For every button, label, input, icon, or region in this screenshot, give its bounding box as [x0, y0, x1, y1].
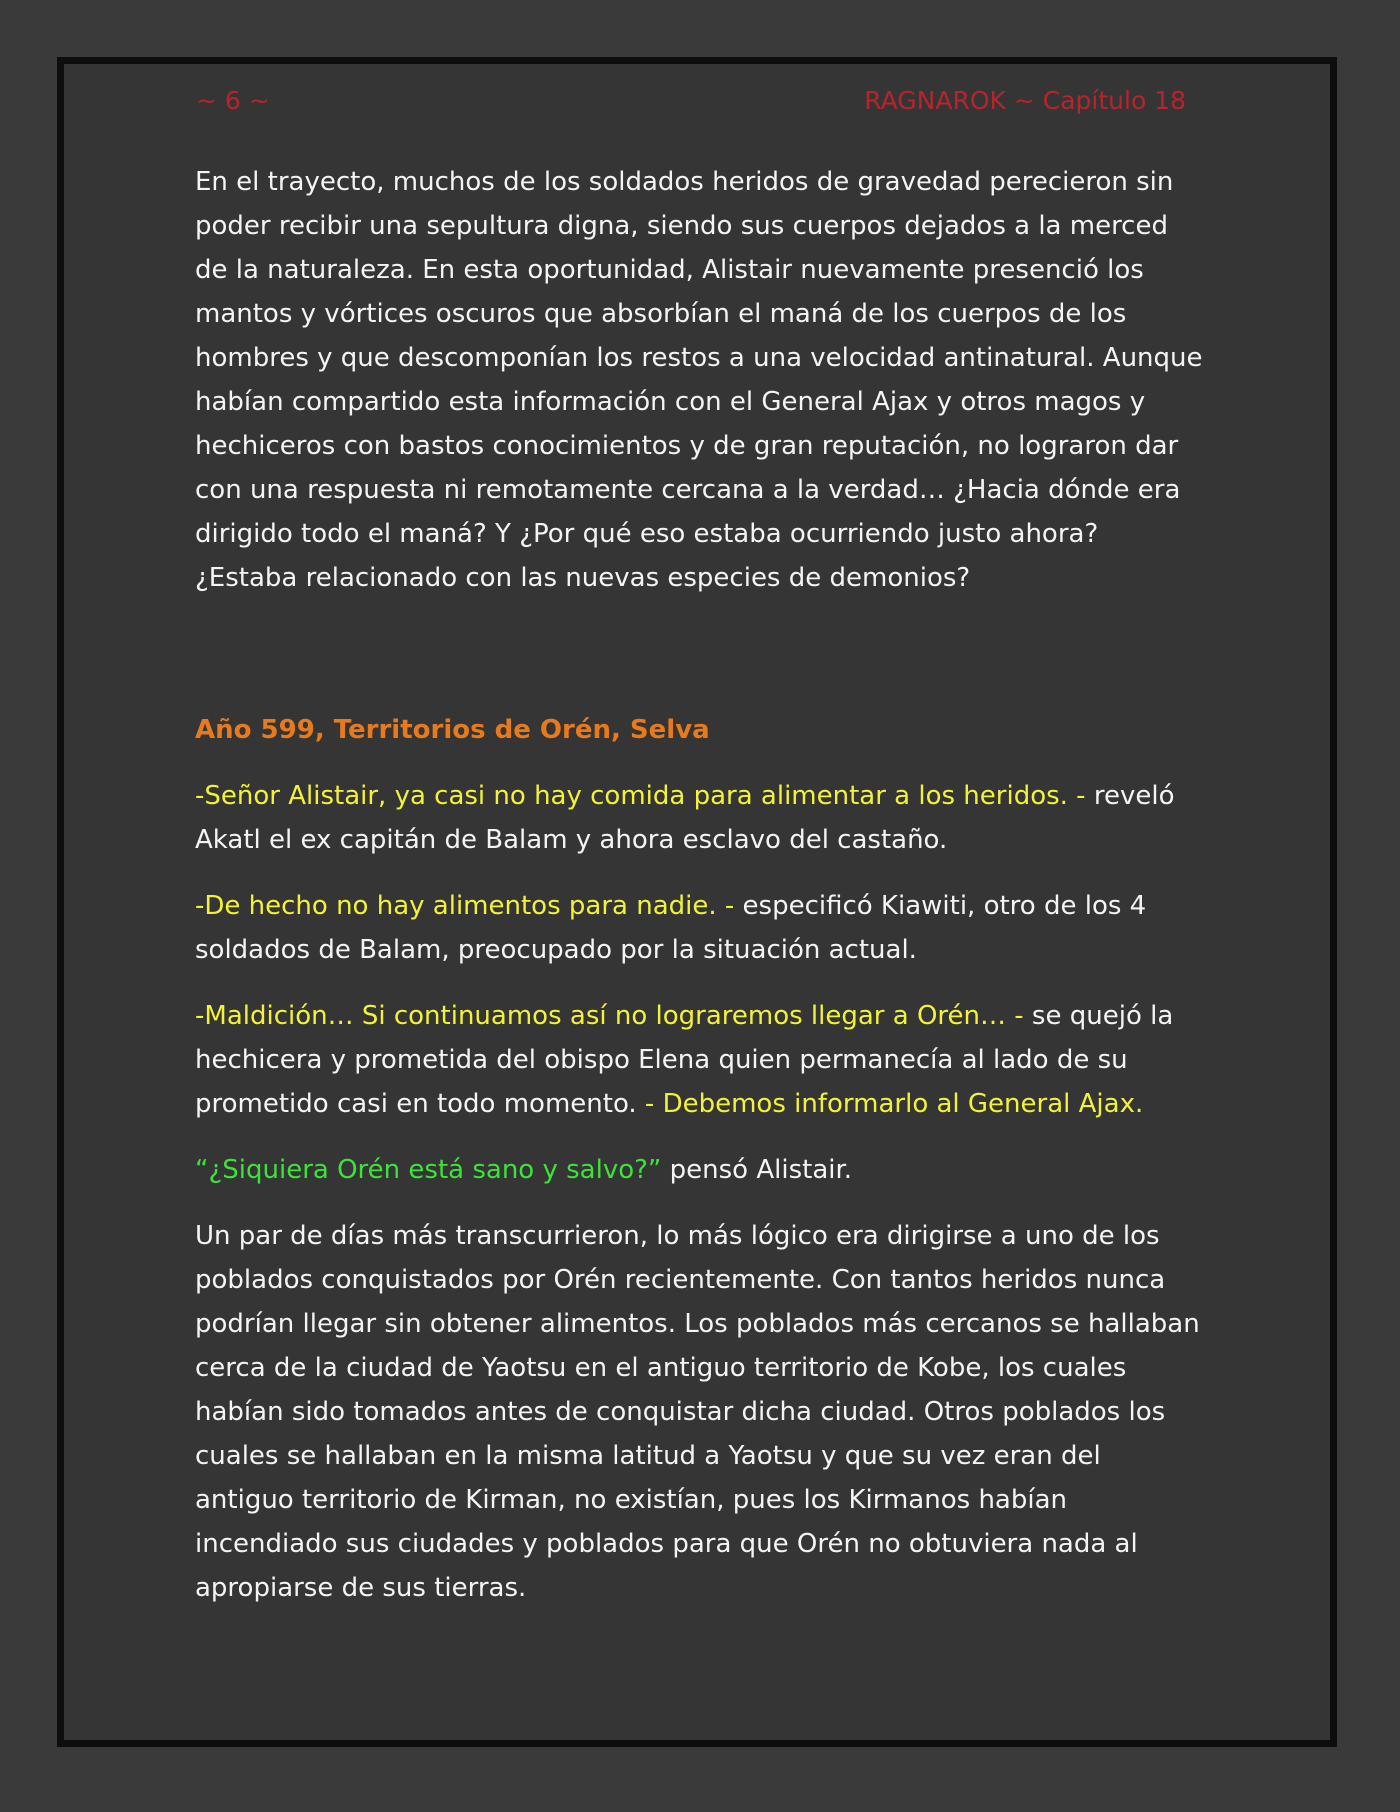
paragraph-intro: En el trayecto, muchos de los soldados heridos de gravedad perecieron sin poder recibir una sepultura digna, siendo sus cuerpos dejados a la merced de la naturaleza. En esta oportunidad, Alistair nuevamente presenció los mantos y vórtices oscuros que absorbían el maná de los cuerpos de los hombres y que descomponían los restos a una velocidad antinatural. Aunque habían compartido esta información con el General Ajax y otros magos y hechiceros con bastos conocimientos y de gran reputación, no lograron dar con una respuesta ni remotamente cercana a la verdad… ¿Hacia dónde era dirigido todo el maná? Y ¿Por qué eso estaba ocurriendo justo ahora? ¿Estaba relacionado con las nuevas especies de demonios? [195, 167, 1203, 593]
dialogue-akatl [195, 774, 1205, 862]
running-title: RAGNAROK ~ Capítulo 18 [864, 86, 1186, 115]
dialogue-elena [195, 994, 1205, 1126]
dialogue-speech: -Maldición… Si continuamos así no lograremos llegar a Orén… - [195, 1001, 1024, 1031]
page-content [195, 160, 1205, 1632]
dialogue-speech: -De hecho no hay alimentos para nadie. - [195, 891, 735, 921]
page-header [196, 86, 1186, 118]
paragraph-closing: Un par de días más transcurrieron, lo más lógico era dirigirse a uno de los poblados conquistados por Orén recientemente. Con tantos heridos nunca podrían llegar sin obtener alimentos. Los poblados más cercanos se hallaban cerca de la ciudad de Yaotsu en el antiguo territorio de Kobe, los cuales habían sido tomados antes de conquistar dicha ciudad. Otros poblados los cuales se hallaban en la misma latitud a Yaotsu y que su vez eran del antiguo territorio de Kirman, no existían, pues los Kirmanos habían incendiado sus ciudades y poblados para que Orén no obtuviera nada al apropiarse de sus tierras. [195, 1221, 1200, 1603]
thought-text: “¿Siquiera Orén está sano y salvo?” [195, 1155, 662, 1185]
dialogue-speech-continued: - Debemos informarlo al General Ajax. [636, 1089, 1144, 1119]
dialogue-narration: especificó Kiawiti, otro de los 4 soldados de Balam, preocupado por la situación actual. [195, 891, 1147, 965]
dialogue-speech: -Señor Alistair, ya casi no hay comida para alimentar a los heridos. - [195, 781, 1086, 811]
dialogue-narration: reveló Akatl el ex capitán de Balam y ahora esclavo del castaño. [195, 781, 1175, 855]
page-number: ~ 6 ~ [196, 86, 270, 115]
dialogue-kiawiti [195, 884, 1205, 972]
section-title: Año 599, Territorios de Orén, Selva [195, 715, 710, 745]
thought-alistair [195, 1148, 1205, 1192]
dialogue-narration: se quejó la hechicera y prometida del obispo Elena quien permanecía al lado de su prometido casi en todo momento. [195, 1001, 1174, 1119]
thought-narration: pensó Alistair. [661, 1155, 853, 1185]
